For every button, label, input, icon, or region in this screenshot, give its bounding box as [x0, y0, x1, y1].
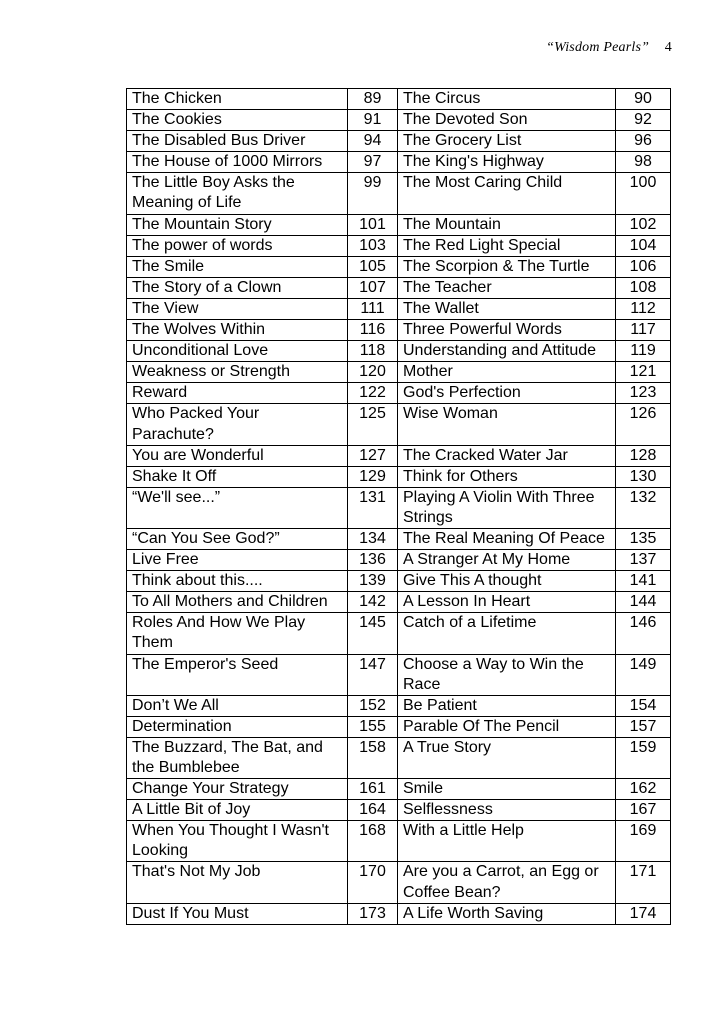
left-page-number: 161: [348, 779, 398, 800]
left-page-number: 111: [348, 298, 398, 319]
right-page-number: 123: [616, 383, 671, 404]
right-page-number: 96: [616, 131, 671, 152]
right-story-title: Understanding and Attitude: [398, 341, 616, 362]
table-row: [127, 821, 671, 862]
left-page-number: 125: [348, 404, 398, 445]
left-page-number: 91: [348, 110, 398, 131]
left-page-number: 94: [348, 131, 398, 152]
table-row: [127, 550, 671, 571]
right-page-number: 121: [616, 362, 671, 383]
right-story-title: Wise Woman: [398, 404, 616, 445]
table-row: [127, 320, 671, 341]
table-row: [127, 89, 671, 110]
right-page-number: 128: [616, 445, 671, 466]
left-page-number: 105: [348, 256, 398, 277]
left-story-title: The Little Boy Asks the Meaning of Life: [127, 173, 348, 214]
right-story-title: Be Patient: [398, 695, 616, 716]
left-page-number: 158: [348, 737, 398, 778]
right-story-title: A True Story: [398, 737, 616, 778]
left-page-number: 164: [348, 800, 398, 821]
left-page-number: 173: [348, 903, 398, 924]
left-page-number: 101: [348, 214, 398, 235]
right-page-number: 102: [616, 214, 671, 235]
table-row: [127, 152, 671, 173]
right-story-title: Catch of a Lifetime: [398, 613, 616, 654]
book-title: “Wisdom Pearls”: [546, 40, 650, 55]
right-page-number: 98: [616, 152, 671, 173]
left-page-number: 120: [348, 362, 398, 383]
table-row: [127, 131, 671, 152]
right-page-number: 106: [616, 256, 671, 277]
left-story-title: Change Your Strategy: [127, 779, 348, 800]
left-story-title: Don’t We All: [127, 695, 348, 716]
left-page-number: 103: [348, 235, 398, 256]
right-page-number: 167: [616, 800, 671, 821]
left-page-number: 168: [348, 821, 398, 862]
right-story-title: Smile: [398, 779, 616, 800]
table-row: [127, 779, 671, 800]
left-story-title: Reward: [127, 383, 348, 404]
right-story-title: The Devoted Son: [398, 110, 616, 131]
left-page-number: 99: [348, 173, 398, 214]
table-row: [127, 654, 671, 695]
right-story-title: A Life Worth Saving: [398, 903, 616, 924]
table-row: [127, 695, 671, 716]
left-page-number: 122: [348, 383, 398, 404]
left-story-title: The Buzzard, The Bat, and the Bumblebee: [127, 737, 348, 778]
table-row: [127, 214, 671, 235]
right-page-number: 126: [616, 404, 671, 445]
left-page-number: 136: [348, 550, 398, 571]
left-page-number: 155: [348, 716, 398, 737]
left-story-title: The Story of a Clown: [127, 277, 348, 298]
left-story-title: The Wolves Within: [127, 320, 348, 341]
right-page-number: 162: [616, 779, 671, 800]
left-page-number: 107: [348, 277, 398, 298]
left-page-number: 89: [348, 89, 398, 110]
right-page-number: 90: [616, 89, 671, 110]
left-story-title: Dust If You Must: [127, 903, 348, 924]
right-story-title: The Most Caring Child: [398, 173, 616, 214]
left-story-title: Shake It Off: [127, 466, 348, 487]
right-story-title: Mother: [398, 362, 616, 383]
left-page-number: 127: [348, 445, 398, 466]
table-row: [127, 466, 671, 487]
right-page-number: 112: [616, 298, 671, 319]
left-story-title: The Disabled Bus Driver: [127, 131, 348, 152]
table-row: [127, 716, 671, 737]
right-page-number: 137: [616, 550, 671, 571]
right-story-title: The Grocery List: [398, 131, 616, 152]
right-story-title: Give This A thought: [398, 571, 616, 592]
right-page-number: 171: [616, 862, 671, 903]
left-story-title: Roles And How We Play Them: [127, 613, 348, 654]
left-page-number: 116: [348, 320, 398, 341]
table-row: [127, 592, 671, 613]
right-page-number: 159: [616, 737, 671, 778]
table-row: [127, 528, 671, 549]
table-row: [127, 571, 671, 592]
left-page-number: 145: [348, 613, 398, 654]
left-story-title: The Chicken: [127, 89, 348, 110]
right-page-number: 135: [616, 528, 671, 549]
left-page-number: 147: [348, 654, 398, 695]
right-page-number: 100: [616, 173, 671, 214]
table-row: [127, 298, 671, 319]
right-story-title: The Real Meaning Of Peace: [398, 528, 616, 549]
left-story-title: To All Mothers and Children: [127, 592, 348, 613]
right-story-title: Three Powerful Words: [398, 320, 616, 341]
right-page-number: 92: [616, 110, 671, 131]
left-page-number: 131: [348, 487, 398, 528]
left-story-title: Live Free: [127, 550, 348, 571]
right-page-number: 117: [616, 320, 671, 341]
right-story-title: A Lesson In Heart: [398, 592, 616, 613]
right-page-number: 169: [616, 821, 671, 862]
left-page-number: 97: [348, 152, 398, 173]
table-row: [127, 613, 671, 654]
right-story-title: Selflessness: [398, 800, 616, 821]
right-story-title: With a Little Help: [398, 821, 616, 862]
right-story-title: God's Perfection: [398, 383, 616, 404]
left-story-title: The House of 1000 Mirrors: [127, 152, 348, 173]
table-row: [127, 173, 671, 214]
left-story-title: Determination: [127, 716, 348, 737]
right-story-title: The Scorpion & The Turtle: [398, 256, 616, 277]
contents-table-body: [127, 89, 671, 925]
table-row: [127, 800, 671, 821]
page-number: 4: [664, 40, 672, 55]
left-page-number: 134: [348, 528, 398, 549]
table-row: [127, 277, 671, 298]
table-row: [127, 341, 671, 362]
left-story-title: “We'll see...”: [127, 487, 348, 528]
right-story-title: The Wallet: [398, 298, 616, 319]
left-page-number: 152: [348, 695, 398, 716]
right-page-number: 141: [616, 571, 671, 592]
right-page-number: 174: [616, 903, 671, 924]
left-story-title: The View: [127, 298, 348, 319]
table-row: [127, 487, 671, 528]
left-page-number: 170: [348, 862, 398, 903]
table-row: [127, 383, 671, 404]
right-page-number: 144: [616, 592, 671, 613]
right-page-number: 132: [616, 487, 671, 528]
table-row: [127, 110, 671, 131]
left-story-title: The Cookies: [127, 110, 348, 131]
table-row: [127, 404, 671, 445]
left-story-title: Unconditional Love: [127, 341, 348, 362]
left-page-number: 118: [348, 341, 398, 362]
right-story-title: The Cracked Water Jar: [398, 445, 616, 466]
left-story-title: The Mountain Story: [127, 214, 348, 235]
right-page-number: 154: [616, 695, 671, 716]
right-story-title: A Stranger At My Home: [398, 550, 616, 571]
table-row: [127, 362, 671, 383]
table-row: [127, 235, 671, 256]
left-story-title: Weakness or Strength: [127, 362, 348, 383]
left-story-title: When You Thought I Wasn't Looking: [127, 821, 348, 862]
table-row: [127, 256, 671, 277]
left-story-title: “Can You See God?”: [127, 528, 348, 549]
left-page-number: 139: [348, 571, 398, 592]
contents-table: [126, 88, 671, 925]
right-story-title: Playing A Violin With Three Strings: [398, 487, 616, 528]
table-row: [127, 862, 671, 903]
left-story-title: You are Wonderful: [127, 445, 348, 466]
left-story-title: Think about this....: [127, 571, 348, 592]
left-story-title: Who Packed Your Parachute?: [127, 404, 348, 445]
right-story-title: The King's Highway: [398, 152, 616, 173]
left-story-title: A Little Bit of Joy: [127, 800, 348, 821]
right-story-title: The Teacher: [398, 277, 616, 298]
left-story-title: That's Not My Job: [127, 862, 348, 903]
left-story-title: The Emperor's Seed: [127, 654, 348, 695]
right-page-number: 104: [616, 235, 671, 256]
right-page-number: 146: [616, 613, 671, 654]
page-header: [546, 40, 672, 56]
right-page-number: 108: [616, 277, 671, 298]
right-story-title: The Circus: [398, 89, 616, 110]
left-story-title: The Smile: [127, 256, 348, 277]
table-row: [127, 737, 671, 778]
right-story-title: Think for Others: [398, 466, 616, 487]
table-row: [127, 445, 671, 466]
right-story-title: Choose a Way to Win the Race: [398, 654, 616, 695]
right-page-number: 149: [616, 654, 671, 695]
right-page-number: 157: [616, 716, 671, 737]
left-page-number: 142: [348, 592, 398, 613]
right-page-number: 119: [616, 341, 671, 362]
right-story-title: The Red Light Special: [398, 235, 616, 256]
left-story-title: The power of words: [127, 235, 348, 256]
table-row: [127, 903, 671, 924]
right-story-title: Are you a Carrot, an Egg or Coffee Bean?: [398, 862, 616, 903]
right-story-title: The Mountain: [398, 214, 616, 235]
left-page-number: 129: [348, 466, 398, 487]
right-page-number: 130: [616, 466, 671, 487]
right-story-title: Parable Of The Pencil: [398, 716, 616, 737]
